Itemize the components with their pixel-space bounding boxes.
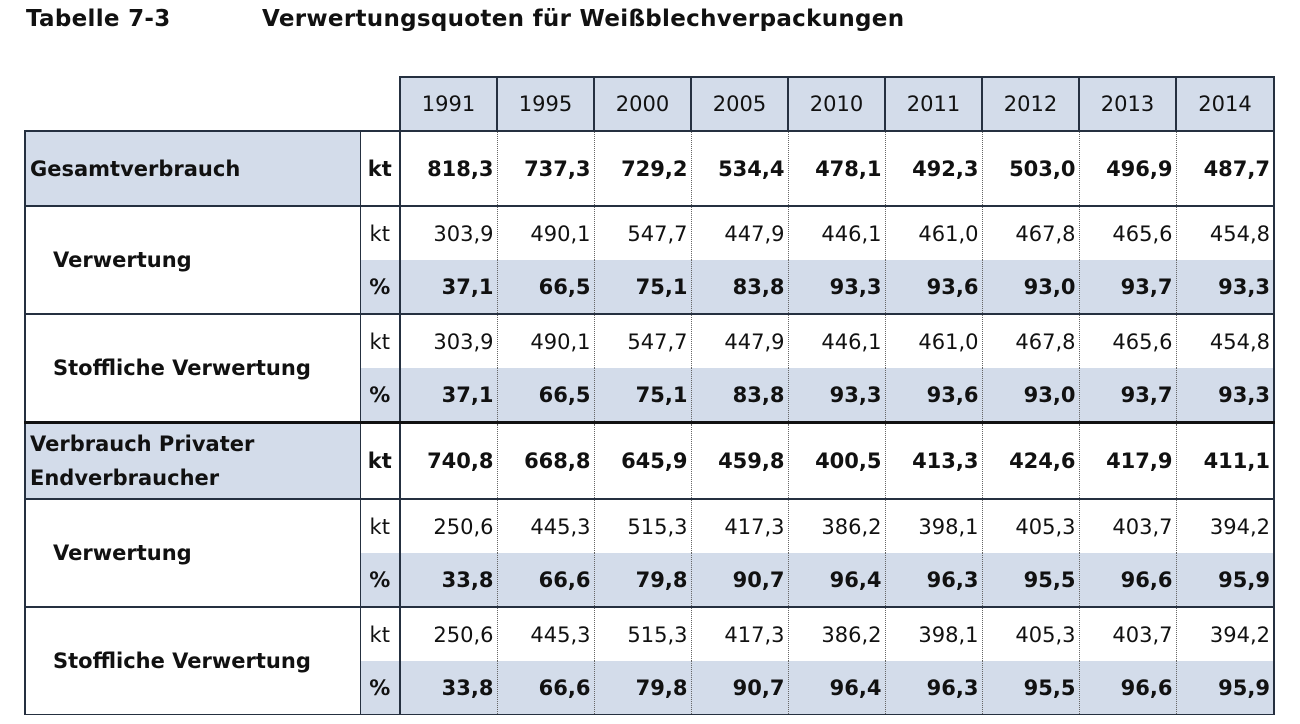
data-table: [24, 76, 1275, 715]
value-cell: 668,8: [497, 423, 594, 500]
value-cell: 93,6: [885, 260, 982, 314]
value-cell: 37,1: [400, 368, 497, 423]
unit-cell: kt: [360, 314, 400, 368]
value-cell: 729,2: [594, 131, 691, 206]
row-label: Stoffliche Verwertung: [25, 314, 360, 423]
kt-row: [25, 206, 1274, 260]
value-cell: 66,6: [497, 661, 594, 715]
value-cell: 33,8: [400, 553, 497, 607]
value-cell: 446,1: [788, 206, 885, 260]
kt-row: [25, 607, 1274, 661]
value-cell: 96,4: [788, 661, 885, 715]
section-row: [25, 423, 1274, 500]
value-cell: 93,7: [1079, 368, 1176, 423]
section-label: [25, 423, 360, 500]
value-cell: 66,5: [497, 368, 594, 423]
value-cell: 95,9: [1176, 661, 1274, 715]
unit-cell: kt: [360, 423, 400, 500]
value-cell: 547,7: [594, 206, 691, 260]
value-cell: 490,1: [497, 206, 594, 260]
row-label: Verwertung: [25, 206, 360, 314]
value-cell: 96,3: [885, 553, 982, 607]
value-cell: 79,8: [594, 661, 691, 715]
value-cell: 93,6: [885, 368, 982, 423]
value-cell: 413,3: [885, 423, 982, 500]
value-cell: 93,0: [982, 260, 1079, 314]
value-cell: 83,8: [691, 260, 788, 314]
value-cell: 403,7: [1079, 607, 1176, 661]
value-cell: 250,6: [400, 499, 497, 553]
value-cell: 37,1: [400, 260, 497, 314]
value-cell: 417,3: [691, 607, 788, 661]
kt-row: [25, 499, 1274, 553]
value-cell: 818,3: [400, 131, 497, 206]
section-label-line: Endverbraucher: [30, 466, 220, 490]
year-header: 2005: [691, 77, 788, 131]
value-cell: 96,4: [788, 553, 885, 607]
value-cell: 487,7: [1176, 131, 1274, 206]
value-cell: 93,7: [1079, 260, 1176, 314]
value-cell: 445,3: [497, 607, 594, 661]
value-cell: 403,7: [1079, 499, 1176, 553]
value-cell: 503,0: [982, 131, 1079, 206]
value-cell: 96,3: [885, 661, 982, 715]
unit-cell: kt: [360, 499, 400, 553]
value-cell: 467,8: [982, 314, 1079, 368]
value-cell: 737,3: [497, 131, 594, 206]
value-cell: 411,1: [1176, 423, 1274, 500]
value-cell: 492,3: [885, 131, 982, 206]
table-caption: [26, 6, 904, 32]
value-cell: 454,8: [1176, 206, 1274, 260]
value-cell: 447,9: [691, 314, 788, 368]
section-label: Gesamtverbrauch: [25, 131, 360, 206]
value-cell: 461,0: [885, 314, 982, 368]
year-header: 2013: [1079, 77, 1176, 131]
value-cell: 467,8: [982, 206, 1079, 260]
value-cell: 96,6: [1079, 553, 1176, 607]
value-cell: 445,3: [497, 499, 594, 553]
unit-cell: %: [360, 553, 400, 607]
value-cell: 93,3: [788, 260, 885, 314]
value-cell: 95,5: [982, 553, 1079, 607]
header-row: [25, 77, 1274, 131]
value-cell: 740,8: [400, 423, 497, 500]
value-cell: 75,1: [594, 368, 691, 423]
value-cell: 303,9: [400, 206, 497, 260]
value-cell: 75,1: [594, 260, 691, 314]
value-cell: 93,3: [1176, 368, 1274, 423]
value-cell: 645,9: [594, 423, 691, 500]
value-cell: 490,1: [497, 314, 594, 368]
value-cell: 386,2: [788, 499, 885, 553]
value-cell: 90,7: [691, 661, 788, 715]
unit-cell: kt: [360, 607, 400, 661]
value-cell: 398,1: [885, 607, 982, 661]
table-title: Verwertungsquoten für Weißblechverpackungen: [262, 6, 905, 32]
value-cell: 465,6: [1079, 314, 1176, 368]
value-cell: 405,3: [982, 607, 1079, 661]
value-cell: 95,9: [1176, 553, 1274, 607]
value-cell: 515,3: [594, 607, 691, 661]
unit-cell: %: [360, 368, 400, 423]
year-header: 2014: [1176, 77, 1274, 131]
value-cell: 417,3: [691, 499, 788, 553]
value-cell: 496,9: [1079, 131, 1176, 206]
value-cell: 90,7: [691, 553, 788, 607]
value-cell: 66,6: [497, 553, 594, 607]
year-header: 2010: [788, 77, 885, 131]
kt-row: [25, 314, 1274, 368]
value-cell: 398,1: [885, 499, 982, 553]
unit-cell: kt: [360, 131, 400, 206]
value-cell: 394,2: [1176, 499, 1274, 553]
value-cell: 66,5: [497, 260, 594, 314]
section-label-line: Verbrauch Privater: [30, 432, 255, 456]
value-cell: 547,7: [594, 314, 691, 368]
year-header: 1991: [400, 77, 497, 131]
value-cell: 394,2: [1176, 607, 1274, 661]
value-cell: 465,6: [1079, 206, 1176, 260]
year-header: 2011: [885, 77, 982, 131]
value-cell: 93,3: [1176, 260, 1274, 314]
section-row: [25, 131, 1274, 206]
year-header: 1995: [497, 77, 594, 131]
value-cell: 96,6: [1079, 661, 1176, 715]
table-number: Tabelle 7-3: [26, 6, 171, 32]
value-cell: 417,9: [1079, 423, 1176, 500]
value-cell: 386,2: [788, 607, 885, 661]
value-cell: 83,8: [691, 368, 788, 423]
value-cell: 478,1: [788, 131, 885, 206]
value-cell: 93,3: [788, 368, 885, 423]
year-header: 2000: [594, 77, 691, 131]
value-cell: 424,6: [982, 423, 1079, 500]
value-cell: 459,8: [691, 423, 788, 500]
value-cell: 454,8: [1176, 314, 1274, 368]
unit-cell: kt: [360, 206, 400, 260]
value-cell: 95,5: [982, 661, 1079, 715]
value-cell: 303,9: [400, 314, 497, 368]
year-header: 2012: [982, 77, 1079, 131]
row-label: Verwertung: [25, 499, 360, 607]
value-cell: 33,8: [400, 661, 497, 715]
value-cell: 446,1: [788, 314, 885, 368]
value-cell: 461,0: [885, 206, 982, 260]
unit-cell: %: [360, 260, 400, 314]
value-cell: 534,4: [691, 131, 788, 206]
unit-cell: %: [360, 661, 400, 715]
value-cell: 515,3: [594, 499, 691, 553]
value-cell: 250,6: [400, 607, 497, 661]
row-label: Stoffliche Verwertung: [25, 607, 360, 715]
value-cell: 400,5: [788, 423, 885, 500]
value-cell: 79,8: [594, 553, 691, 607]
value-cell: 405,3: [982, 499, 1079, 553]
value-cell: 93,0: [982, 368, 1079, 423]
value-cell: 447,9: [691, 206, 788, 260]
